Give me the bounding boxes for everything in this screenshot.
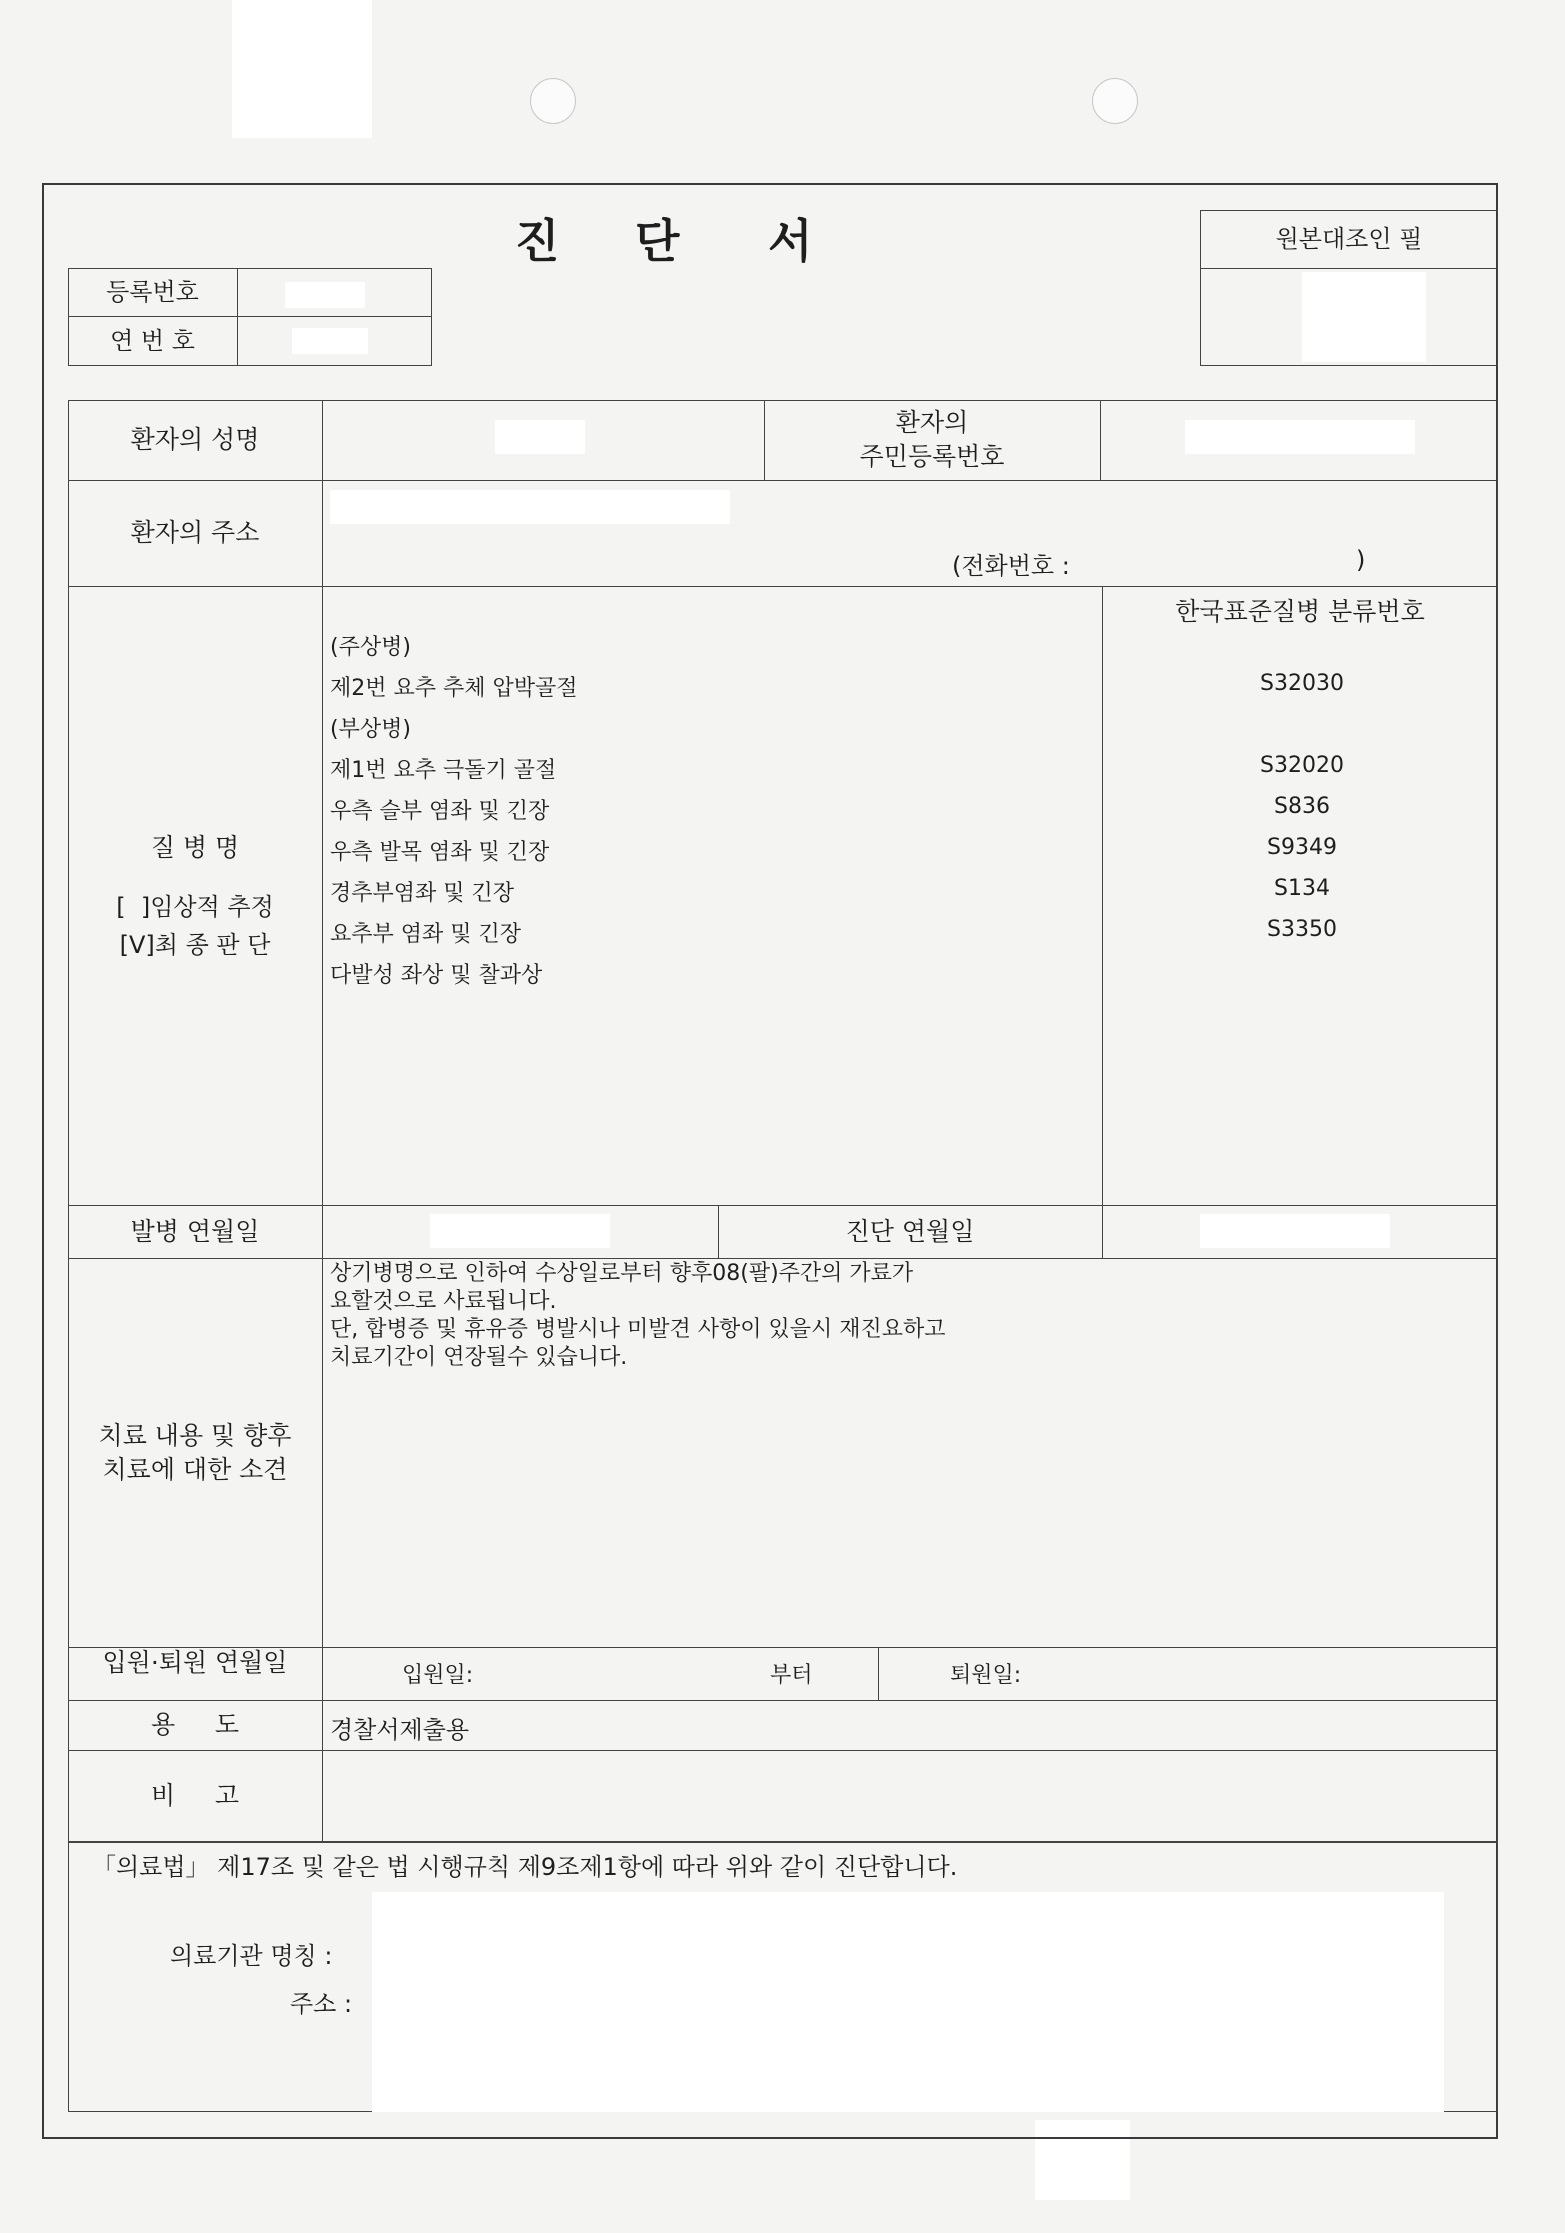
disease-code: S836 [1274,794,1330,819]
serial-no-label: 연 번 호 [110,326,195,355]
onset-date-redacted [430,1214,610,1248]
disease-code: S9349 [1267,835,1337,860]
reg-no-label: 등록번호 [106,277,199,306]
rrn-label-line1: 환자의 [895,408,969,438]
treatment-opinion-label [68,1258,322,1647]
admission-label: 입원·퇴원 연월일 [102,1648,288,1678]
diagnosis-item: (부상병) [330,717,411,742]
purpose-value: 경찰서제출용 [330,1716,470,1744]
purpose-label: 용 도 [150,1710,240,1740]
institution-redacted [372,1892,1444,2112]
disease-code: S134 [1274,876,1330,901]
from-label: 부터 [770,1663,813,1688]
diagnosis-label-block [68,820,322,964]
diagnosis-item: 경추부염좌 및 긴장 [330,881,515,906]
punch-hole-left [530,78,576,124]
serial-no-redacted [292,328,368,354]
phone-close: ) [1356,546,1366,574]
treatment-line: 치료기간이 연장될수 있습니다. [330,1345,628,1370]
treatment-line: 요할것으로 사료됩니다. [330,1289,557,1314]
patient-rrn-label [764,400,1100,480]
final-judgment-option: [V]최 종 판 단 [119,930,271,959]
disease-code: S32030 [1260,671,1344,696]
rrn-label-line2: 주민등록번호 [859,442,1005,471]
onset-date-label: 발병 연월일 [130,1216,260,1246]
patient-address-redacted [330,490,730,524]
diagnosis-item: 다발성 좌상 및 찰과상 [330,963,543,988]
patient-rrn-redacted [1185,420,1415,454]
seal-redacted [1302,272,1426,362]
diagnosis-item: 제2번 요추 추체 압박골절 [330,676,578,701]
admit-date-label: 입원일: [402,1663,474,1688]
disease-code: S32020 [1260,753,1344,778]
institution-address-label: 주소 : [290,1990,353,2018]
diagnosis-item: 우측 슬부 염좌 및 긴장 [330,799,550,824]
phone-label: (전화번호 : [952,552,1070,580]
disease-code: S3350 [1267,917,1337,942]
disease-code-header: 한국표준질병 분류번호 [1175,597,1425,627]
legal-statement: 「의료법」 제17조 및 같은 법 시행규칙 제9조제1항에 따라 위와 같이 진단합니다. [92,1853,958,1881]
diagnosis-item: 우측 발목 염좌 및 긴장 [330,840,550,865]
diagnosis-item: 요추부 염좌 및 긴장 [330,922,521,947]
treatment-line: 상기병명으로 인하여 수상일로부터 향후08(팔)주간의 가료가 [330,1261,914,1286]
treatment-line: 단, 합병증 및 휴유증 병발시나 미발견 사항이 있을시 재진요하고 [330,1317,946,1342]
patient-address-label: 환자의 주소 [130,518,260,548]
institution-name-label: 의료기관 명칭 : [170,1942,333,1970]
diagnosis-section-label: 질 병 명 [150,833,240,863]
clinical-estimate-option: [ ]임상적 추정 [116,892,274,921]
redaction-top-left [232,0,372,138]
diagnosis-item: (주상병) [330,635,411,660]
patient-name-label: 환자의 성명 [130,425,260,455]
diagnosis-date-label: 진단 연월일 [845,1216,975,1246]
reg-no-redacted [285,282,365,308]
treatment-label-line2: 치료에 대한 소견 [102,1454,288,1484]
treatment-label-line1: 치료 내용 및 향후 [98,1420,292,1450]
diagnosis-date-redacted [1200,1214,1390,1248]
discharge-date-label: 퇴원일: [950,1663,1022,1688]
punch-hole-right [1092,78,1138,124]
patient-name-redacted [495,420,585,454]
remarks-label: 비 고 [150,1781,240,1811]
title-char-3: 서 [768,214,813,268]
diagnosis-item: 제1번 요추 극돌기 골절 [330,758,557,783]
title-char-1: 진 [515,214,560,268]
title-char-2: 단 [635,214,680,268]
original-copy-label: 원본대조인 필 [1275,224,1423,253]
